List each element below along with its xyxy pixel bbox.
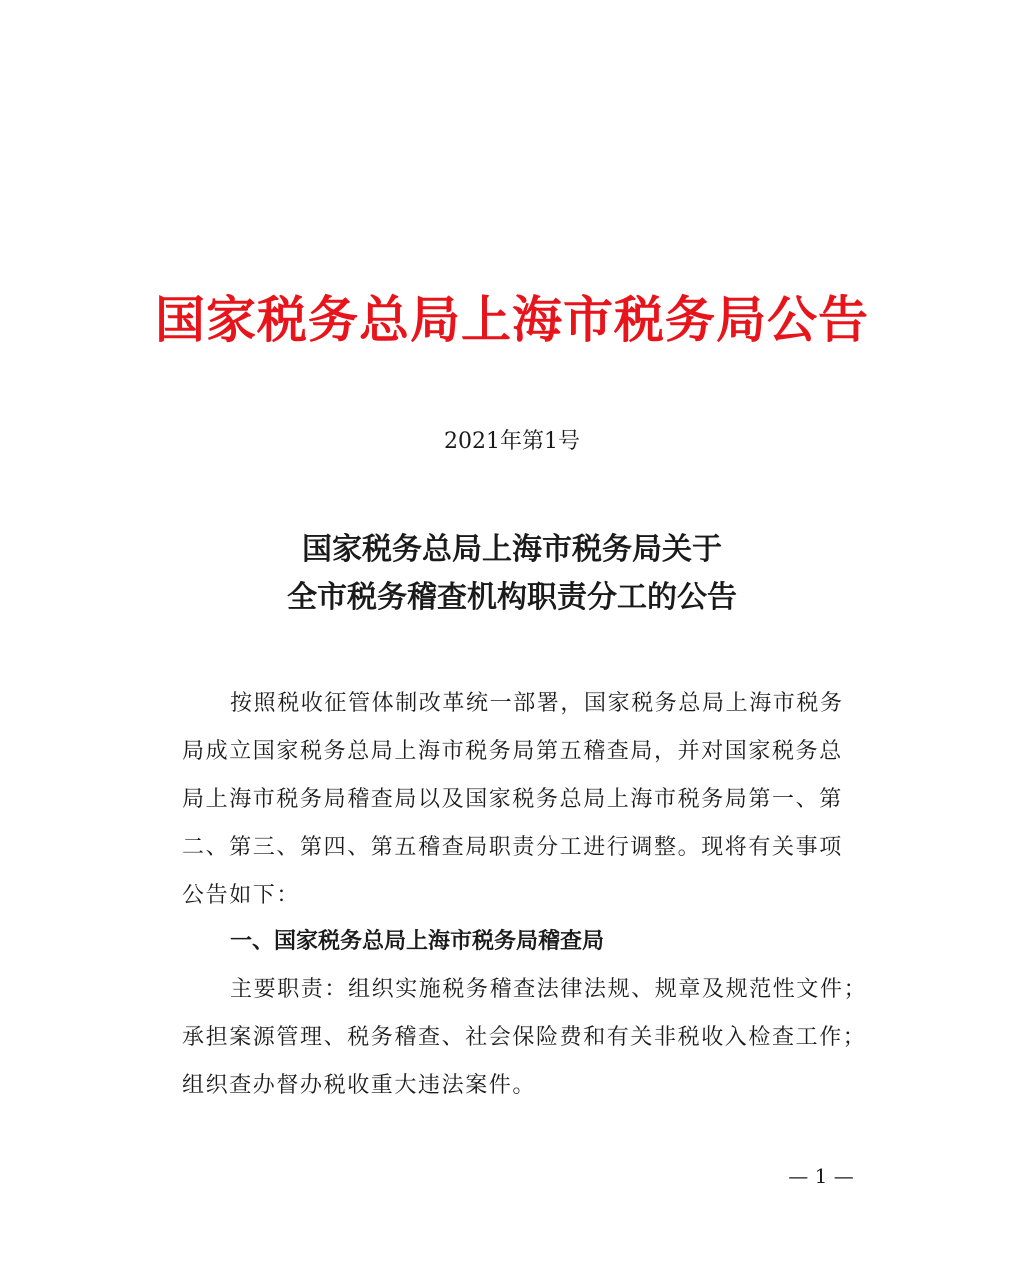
intro-line-2: 局成立国家税务总局上海市税务局第五稽查局，并对国家税务总 bbox=[182, 739, 843, 764]
subject-line-1: 国家税务总局上海市税务局关于 bbox=[302, 532, 722, 567]
section-1-line-2: 承担案源管理、税务稽查、社会保险费和有关非税收入检查工作； bbox=[182, 1025, 867, 1050]
section-1-heading: 一、国家税务总局上海市税务局稽查局 bbox=[230, 929, 605, 954]
intro-line-1: 按照税收征管体制改革统一部署，国家税务总局上海市税务 bbox=[230, 691, 844, 716]
section-1-line-3: 组织查办督办税收重大违法案件。 bbox=[182, 1073, 537, 1098]
page-number: — 1 — bbox=[788, 1164, 854, 1188]
intro-line-5: 公告如下： bbox=[182, 883, 301, 908]
section-1-line-1: 主要职责：组织实施税务稽查法律法规、规章及规范性文件； bbox=[230, 977, 868, 1002]
intro-paragraph bbox=[182, 680, 858, 920]
subject-line-2: 全市税务稽查机构职责分工的公告 bbox=[287, 580, 737, 615]
intro-line-3: 局上海市税务局稽查局以及国家税务总局上海市税务局第一、第 bbox=[182, 787, 843, 812]
document-header-title: 国家税务总局上海市税务局公告 bbox=[155, 290, 869, 349]
intro-line-4: 二、第三、第四、第五稽查局职责分工进行调整。现将有关事项 bbox=[182, 835, 843, 860]
document-number: 2021年第1号 bbox=[444, 429, 580, 454]
section-1-body bbox=[182, 966, 868, 1110]
document-subject bbox=[0, 526, 1024, 622]
